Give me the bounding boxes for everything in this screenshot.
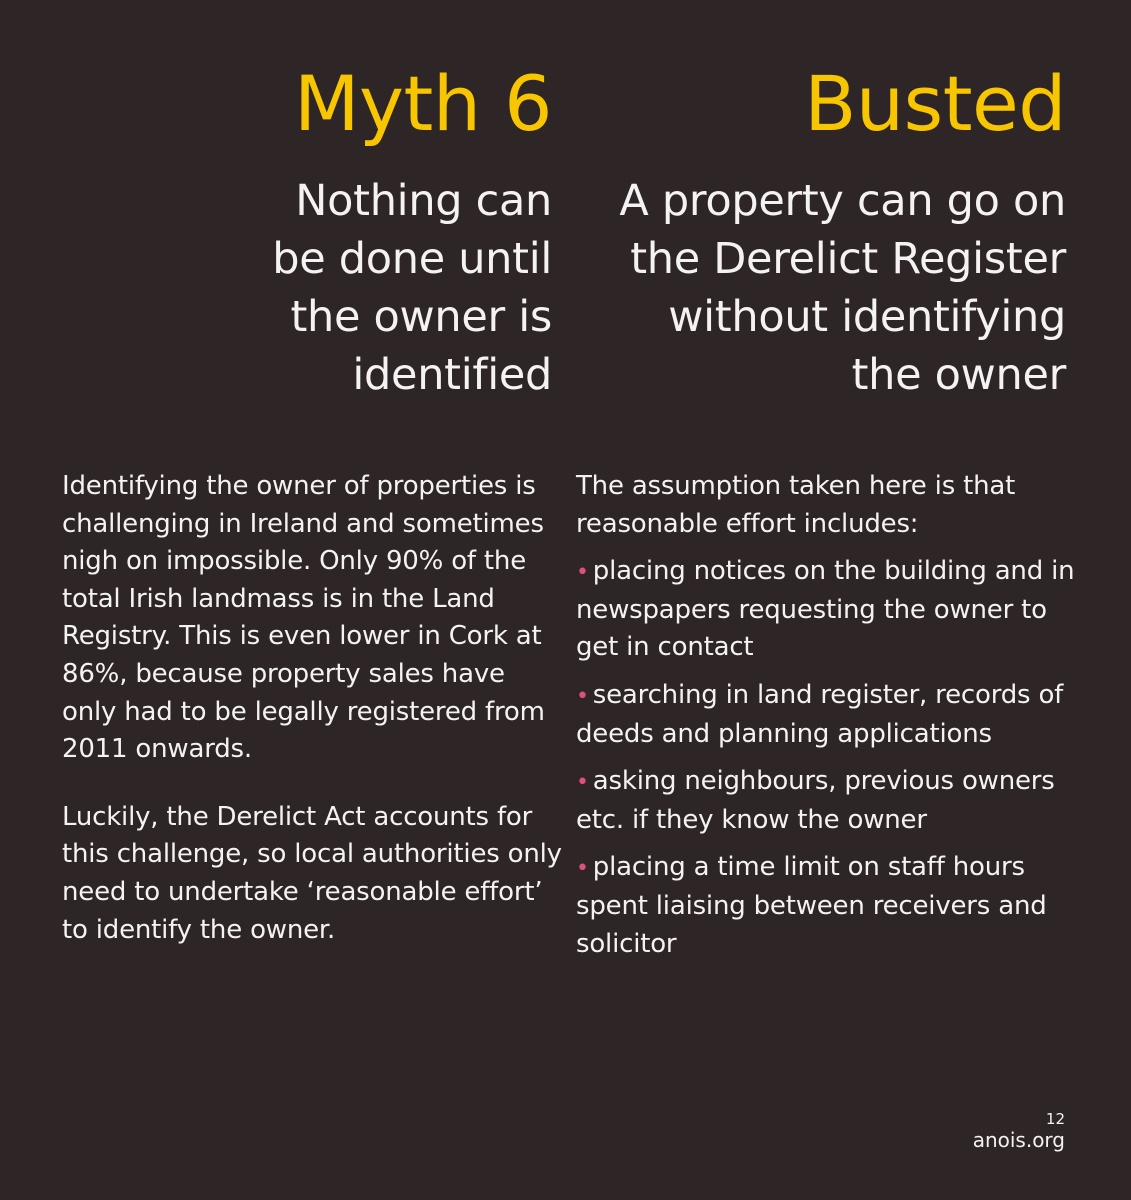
explanation-paragraph: Luckily, the Derelict Act accounts for this challenge, so local authorities only need to undertake ‘reasonable effort’ to identify the owner.	[62, 801, 562, 945]
page-number: 12	[1045, 1110, 1065, 1128]
myth-statement-line: Nothing can	[295, 176, 552, 226]
busted-statement-line: the owner	[851, 350, 1066, 400]
reasonable-effort-section	[576, 468, 1076, 973]
busted-statement	[576, 172, 1066, 404]
myth-statement-line: the owner is	[290, 292, 552, 342]
bullet-icon: •	[576, 770, 589, 796]
busted-title: Busted	[804, 59, 1066, 148]
list-item	[576, 849, 1076, 963]
busted-statement-line: without identifying	[668, 292, 1066, 342]
reasonable-effort-intro: The assumption taken here is that reasonable effort includes:	[576, 471, 1016, 539]
myth-title: Myth 6	[293, 59, 552, 148]
list-item-text: placing notices on the building and in newspapers requesting the owner to get in contact	[576, 556, 1075, 663]
list-item	[576, 677, 1076, 753]
myth-statement-line: identified	[352, 350, 552, 400]
list-item	[576, 553, 1076, 667]
list-item	[576, 763, 1076, 839]
myth-statement-line: be done until	[272, 234, 552, 284]
explanation-paragraph: Identifying the owner of properties is challenging in Ireland and sometimes nigh on impossible. Only 90% of the total Irish landmass is in the Land Registry. This is even lower in Cork at 86%, because property sales have only had to be legally registered from 2011 onwards.	[62, 471, 545, 765]
busted-statement-line: A property can go on	[619, 176, 1066, 226]
bullet-icon: •	[576, 560, 589, 586]
list-item-text: searching in land register, records of deeds and planning applications	[576, 679, 1064, 749]
list-item-text: asking neighbours, previous owners etc. if they know the owner	[576, 766, 1055, 835]
reasonable-effort-list	[576, 553, 1076, 963]
site-url: anois.org	[972, 1128, 1065, 1152]
bullet-icon: •	[576, 856, 589, 882]
myth-explanation	[62, 468, 562, 979]
list-item-text: placing a time limit on staff hours spent liaising between receivers and solicitor	[576, 852, 1047, 959]
bullet-icon: •	[576, 683, 589, 709]
busted-statement-line: the Derelict Register	[630, 234, 1066, 284]
myth-statement	[40, 172, 552, 404]
